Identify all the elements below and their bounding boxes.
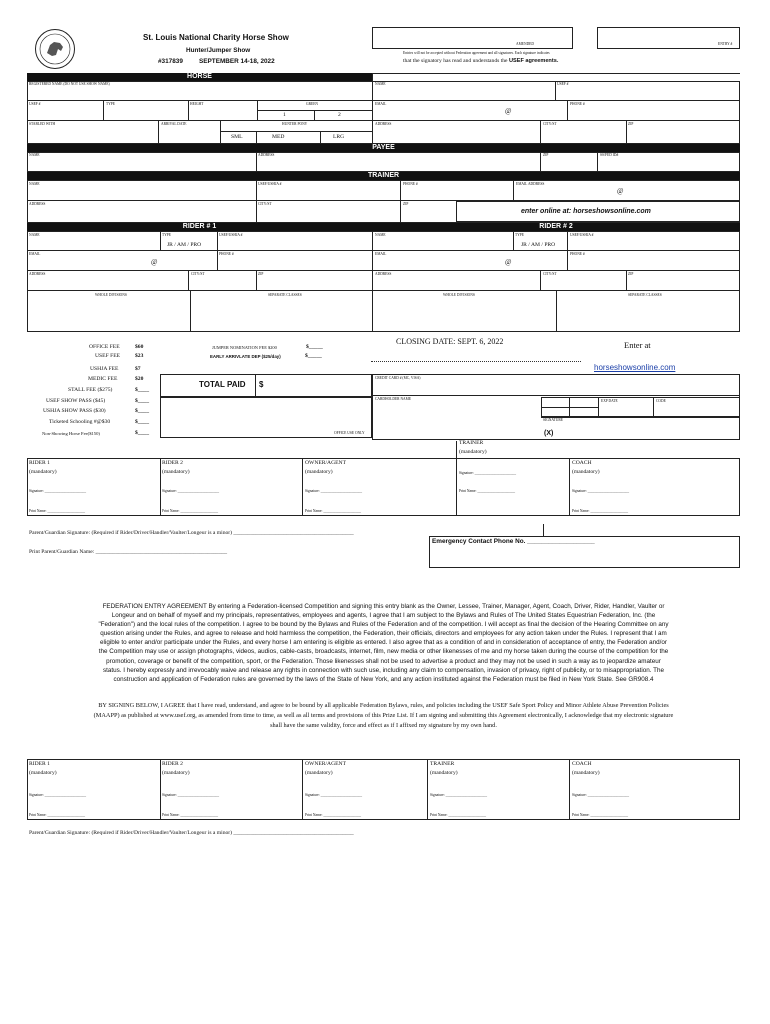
sig-top-rider2: RIDER 2	[162, 460, 183, 466]
horse-height-label: HEIGHT	[190, 102, 204, 106]
rider1-address-label: ADDRESS	[29, 272, 46, 276]
sig-bottom-coach: COACH	[572, 761, 592, 767]
pony-small[interactable]: SML	[231, 134, 243, 140]
safe-sport-agreement	[27, 701, 740, 731]
rider1-name-label: NAME	[29, 233, 40, 237]
riders-grid	[27, 231, 740, 332]
signature-x: (X)	[544, 430, 554, 437]
registered-name-field[interactable]	[29, 89, 369, 99]
rider1-whole-divisions: WHOLE DIVISIONS	[95, 293, 127, 297]
sig-top-rider1-signature[interactable]: Signature: _______________________	[29, 489, 86, 493]
arrival-date-label: ARRIVAL DATE	[161, 122, 187, 126]
sig-bottom-owner-print[interactable]: Print Name: _____________________	[305, 813, 362, 817]
rider2-type-label: TYPE	[515, 233, 524, 237]
pony-large[interactable]: LRG	[333, 134, 345, 140]
agreement-line: eligible to enter and/or participate under the Rules, and every horse I am entering is eligible as entered. I also agree that as a condition of and in consideration of acceptance of entry, the Federation and/or	[100, 639, 667, 647]
trainer-email-label: EMAIL ADDRESS	[516, 182, 545, 186]
rider1-email-label: EMAIL	[29, 252, 41, 256]
sig-bottom-rider2-print[interactable]: Print Name: _____________________	[162, 813, 219, 817]
rider1-bar: RIDER # 1	[27, 223, 372, 231]
jumper-nom-label: JUMPER NOMINATION FEE $200	[212, 345, 277, 350]
emergency-contact-label[interactable]: Emergency Contact Phone No. ___________________	[432, 538, 595, 545]
safe-sport-line: (MAAPP) as published at www.usef.org, as amended from time to time, as well as all terms and provisions of this Prize List. If I am signing and submitting this Agreement electronically, I acknowledge that my electronic signature	[93, 712, 674, 719]
total-paid-dollar: $	[259, 380, 264, 389]
horseshows-link[interactable]: horseshowsonline.com	[594, 363, 676, 372]
total-paid-label: TOTAL PAID	[199, 380, 246, 389]
entry-note-line-2	[403, 59, 558, 65]
trainer-sig-mandatory: (mandatory)	[459, 449, 487, 455]
owner-name-field[interactable]	[375, 89, 545, 99]
agreement-line: construction and application of Federation rules are governed by the laws of the State of New York, and any action instituted against the Federation must be filed in New York State. See GR908.4	[113, 675, 654, 683]
trainer-city-label: CITY/ST	[258, 202, 272, 206]
sig-bottom-rider1-print[interactable]: Print Name: _____________________	[29, 813, 86, 817]
sig-bottom-rider1: RIDER 1	[29, 761, 50, 767]
sig-top-trainer-signature[interactable]: Signature: _______________________	[459, 471, 516, 475]
green-option-2[interactable]: 2	[338, 112, 341, 118]
rider1-type-label: TYPE	[162, 233, 171, 237]
sig-top-owner: OWNER/AGENT	[305, 460, 347, 466]
credit-card-label: CREDIT CARD # (MC, VISA)	[375, 376, 421, 380]
ushja-pass-label: USHJA SHOW PASS ($30)	[43, 408, 106, 414]
rider2-whole-divisions: WHOLE DIVISIONS	[443, 293, 475, 297]
sig-bottom-trainer: TRAINER	[430, 761, 455, 767]
owner-email-field[interactable]	[375, 108, 565, 118]
total-paid-field[interactable]	[266, 376, 366, 394]
sig-top-coach-signature[interactable]: Signature: _______________________	[572, 489, 629, 493]
rider1-email-at: @	[151, 258, 158, 266]
agreement-line: the Competition may use or assign photographs, videos, audios, cable-casts, broadcasts, internet, film, new media or other likenesses of me and my horse taken during the course of the competition for the	[98, 648, 669, 656]
rider2-name-label: NAME	[375, 233, 386, 237]
sig-top-rider2-signature[interactable]: Signature: _______________________	[162, 489, 219, 493]
code-field[interactable]	[656, 405, 736, 415]
payee-bar: PAYEE	[27, 144, 740, 152]
sig-bottom-rider1-signature[interactable]: Signature: _______________________	[29, 793, 86, 797]
jumper-nom-amount[interactable]: $_____	[306, 344, 323, 350]
sig-top-coach-sub: (mandatory)	[572, 469, 600, 475]
safe-sport-line: shall have the same validity, force and effect as if I affixed my signature by my own hand.	[270, 722, 497, 729]
sig-top-rider2-print[interactable]: Print Name: _____________________	[162, 509, 219, 513]
exp-date-label: EXP DATE	[601, 399, 618, 403]
safe-sport-line: BY SIGNING BELOW, I AGREE that I have read, understand, and agree to be bound by all applicable Federation Bylaws, rules, and policies including the USEF Safe Sport Policy and Minor Athlete Abuse Prevention Policies	[98, 702, 669, 709]
payee-grid	[27, 152, 740, 172]
amended-box[interactable]	[372, 27, 573, 49]
rider2-usef-label: USEF/USHJA #	[570, 233, 594, 237]
sig-bottom-rider2-sub: (mandatory)	[162, 770, 190, 776]
trainer-bar: TRAINER	[27, 172, 740, 180]
exp-date-field[interactable]	[601, 405, 651, 415]
horse-usef-label: USEF #	[29, 102, 41, 106]
trainer-sig-heading: TRAINER	[459, 440, 484, 446]
amended-label: AMENDED	[516, 42, 534, 46]
owner-phone-label: PHONE #	[570, 102, 585, 106]
credit-card-field[interactable]	[375, 383, 735, 393]
sig-top-owner-signature[interactable]: Signature: _______________________	[305, 489, 362, 493]
sig-bottom-owner-sub: (mandatory)	[305, 770, 333, 776]
rider1-usef-label: USEF/USHJA #	[219, 233, 243, 237]
trainer-name-label: NAME	[29, 182, 40, 186]
entry-note-line-1: Entries will not be accepted without Federation agreement and all signatures. Each signature indicates	[403, 51, 550, 55]
trainer-usef-label: USEF/USHJA #	[258, 182, 282, 186]
ushja-pass-amount[interactable]: $____	[135, 408, 149, 414]
medic-fee-label: MEDIC FEE	[88, 376, 118, 382]
stabled-with-label: STABLED WITH	[29, 122, 56, 126]
sig-bottom-coach-print[interactable]: Print Name: _____________________	[572, 813, 629, 817]
rider1-zip-label: ZIP	[258, 272, 264, 276]
owner-email-label: EMAIL	[375, 102, 387, 106]
sig-top-coach: COACH	[572, 460, 592, 466]
schooling-label: Ticketed Schooling #@$30	[49, 419, 111, 425]
sig-top-coach-print[interactable]: Print Name: _____________________	[572, 509, 629, 513]
payee-zip-label: ZIP	[543, 153, 549, 157]
payee-ssn-label: SS/FED ID#	[600, 153, 619, 157]
sig-bottom-trainer-print[interactable]: Print Name: _____________________	[430, 813, 487, 817]
registered-name-label: REGISTERED NAME (DO NOT USE SHOW NAME)	[29, 82, 110, 86]
cardholder-label: CARDHOLDER NAME	[375, 397, 412, 401]
rider1-jr-am-pro[interactable]: JR / AM / PRO	[167, 242, 202, 248]
agreement-line: "Federation") and the local rules of the competition. I agree to be bound by the Bylaws and Rules of the Federation and of the competition. I will accept as final the decision of the Hearing Committee on any	[98, 621, 669, 629]
agreement-line: question arising under the Rules, and agree to release and hold harmless the competition, the Federation, their officials, directors and employees for any action taken under the Rules. I represent that I am	[100, 630, 667, 638]
early-late-label: EARLY ARRIVLATE DEP ($25/day)	[210, 354, 281, 359]
usef-pass-label: USEF SHOW PASS ($45)	[46, 398, 106, 404]
rider1-city-label: CITY/ST	[191, 272, 205, 276]
stall-fee-amount[interactable]: $____	[135, 387, 149, 393]
green-label: GREEN	[306, 102, 318, 106]
signature-table-top	[27, 458, 740, 516]
sig-top-owner-sub: (mandatory)	[305, 469, 333, 475]
cardholder-field[interactable]	[375, 404, 535, 416]
signature-table-bottom	[27, 759, 740, 820]
sig-bottom-trainer-sub: (mandatory)	[430, 770, 458, 776]
ushja-fee-amount: $7	[135, 366, 141, 372]
owner-usef-label: USEF #	[557, 82, 569, 86]
agreement-line: FEDERATION ENTRY AGREEMENT By entering a Federation-licensed Competition and signing this entry blank as the Owner, Lessee, Trainer, Manager, Agent, Coach, Driver, Rider, Handler, Vaulter or	[102, 603, 665, 610]
rider2-separate-classes: SEPARATE CLASSES	[628, 293, 662, 297]
office-fee-label: OFFICE FEE	[89, 344, 120, 350]
payee-name-label: NAME	[29, 153, 40, 157]
rider2-city-label: CITY/ST	[543, 272, 557, 276]
usef-pass-amount[interactable]: $____	[135, 398, 149, 404]
sig-bottom-owner-signature[interactable]: Signature: _______________________	[305, 793, 362, 797]
parent-signature-top[interactable]: Parent/Guardian Signature: (Required if Rider/Driver/Handler/Vaulter/Longeur is a minor) ___________________________________________	[29, 530, 354, 536]
agreement-line: Longeur and on behalf of myself and my principals, representatives, employees and agents, I agree that I am subject to the Bylaws and Rules of The United States Equestrian Federation, Inc. (the	[111, 612, 656, 620]
sig-bottom-coach-signature[interactable]: Signature: _______________________	[572, 793, 629, 797]
sig-bottom-owner: OWNER/AGENT	[305, 761, 347, 767]
nonshowing-amount[interactable]: $____	[135, 430, 149, 436]
rider2-zip-label: ZIP	[628, 272, 634, 276]
event-dates: SEPTEMBER 14-18, 2022	[199, 58, 275, 65]
owner-name-label: NAME	[375, 82, 386, 86]
trainer-email-at: @	[617, 187, 624, 195]
office-use-label: OFFICE USE ONLY	[334, 431, 365, 435]
horse-bar: HORSE	[27, 73, 372, 81]
show-subtitle: Hunter/Jumper Show	[186, 47, 251, 54]
online-entry-link[interactable]: enter online at: horseshowsonline.com	[521, 208, 651, 215]
print-parent-name[interactable]: Print Parent/Guardian Name: _______________________________________________	[29, 549, 228, 555]
entry-number-label: ENTRY #	[718, 42, 733, 46]
page-title: St. Louis National Charity Horse Show	[143, 33, 289, 42]
sig-bottom-rider1-sub: (mandatory)	[29, 770, 57, 776]
medic-fee-amount: $20	[135, 376, 144, 382]
sig-top-rider1-print[interactable]: Print Name: _____________________	[29, 509, 86, 513]
early-late-amount[interactable]: $_____	[305, 353, 322, 359]
rider2-phone-label: PHONE #	[570, 252, 585, 256]
nonshowing-label: Non-Showing Horse Fee($150)	[42, 431, 100, 436]
sig-top-rider2-sub: (mandatory)	[162, 469, 190, 475]
sig-bottom-trainer-signature[interactable]: Signature: _______________________	[430, 793, 487, 797]
sig-bottom-coach-sub: (mandatory)	[572, 770, 600, 776]
entry-note-bold: USEF agreements.	[508, 58, 559, 64]
sig-top-owner-print[interactable]: Print Name: _____________________	[305, 509, 362, 513]
rider2-address-label: ADDRESS	[375, 272, 392, 276]
horse-type-label: TYPE	[106, 102, 115, 106]
sig-top-rider1-sub: (mandatory)	[29, 469, 57, 475]
owner-address-label: ADDRESS	[375, 122, 392, 126]
rider2-jr-am-pro[interactable]: JR / AM / PRO	[521, 242, 556, 248]
event-number: #317839	[158, 58, 183, 65]
payee-address-label: ADDRESS	[258, 153, 275, 157]
rider2-email-label: EMAIL	[375, 252, 387, 256]
trainer-zip-label: ZIP	[403, 202, 409, 206]
ushja-fee-label: USHJA FEE	[90, 366, 119, 372]
sig-top-trainer-print[interactable]: Print Name: _____________________	[459, 489, 516, 493]
green-option-1[interactable]: 1	[283, 112, 286, 118]
trainer-phone-label: PHONE #	[403, 182, 418, 186]
usef-fee-label: USEF FEE	[95, 353, 121, 359]
owner-zip-label: ZIP	[628, 122, 634, 126]
federation-agreement	[27, 602, 740, 684]
sig-top-rider1: RIDER 1	[29, 460, 50, 466]
owner-email-at: @	[505, 107, 512, 115]
enter-at-label: Enter at	[624, 340, 651, 350]
rider1-separate-classes: SEPARATE CLASSES	[268, 293, 302, 297]
stall-fee-label: STALL FEE ($275)	[68, 387, 113, 393]
pony-medium[interactable]: MED	[272, 134, 285, 140]
code-label: CODE	[656, 399, 666, 403]
rider1-phone-label: PHONE #	[219, 252, 234, 256]
show-logo	[34, 28, 76, 70]
agreement-line: promotion, coverage or benefit of the competition, sport, or the Federation. Those likenesses shall not be used to advertise a product and they may not be used in such a way as to jeopardize amateur	[106, 657, 661, 665]
hunter-pony-label: HUNTER PONY	[282, 122, 308, 126]
rider2-bar: RIDER # 2	[372, 223, 740, 231]
rider2-email-at: @	[505, 258, 512, 266]
sig-bottom-rider2-signature[interactable]: Signature: _______________________	[162, 793, 219, 797]
office-fee-amount: $60	[135, 344, 144, 350]
closing-date: CLOSING DATE: SEPT. 6, 2022	[396, 337, 504, 346]
parent-signature-bottom[interactable]: Parent/Guardian Signature: (Required if Rider/Driver/Handler/Vaulter/Longeur is a minor) ___________________________________________	[29, 830, 354, 836]
agreement-line: status. I hereby expressly and irrevocably waive and release any rights in connection with such use, including any claim to compensation, invasion of privacy, right of publicity, or to misappropriation. The	[102, 666, 665, 674]
signature-label: SIGNATURE	[543, 418, 563, 422]
usef-fee-amount: $23	[135, 353, 144, 359]
sig-bottom-rider2: RIDER 2	[162, 761, 183, 767]
owner-city-label: CITY/ST	[543, 122, 557, 126]
entry-note-text: that the signatory has read and understands the	[403, 58, 508, 64]
schooling-amount[interactable]: $____	[135, 419, 149, 425]
trainer-address-label: ADDRESS	[29, 202, 46, 206]
card-signature-field[interactable]	[558, 426, 736, 438]
